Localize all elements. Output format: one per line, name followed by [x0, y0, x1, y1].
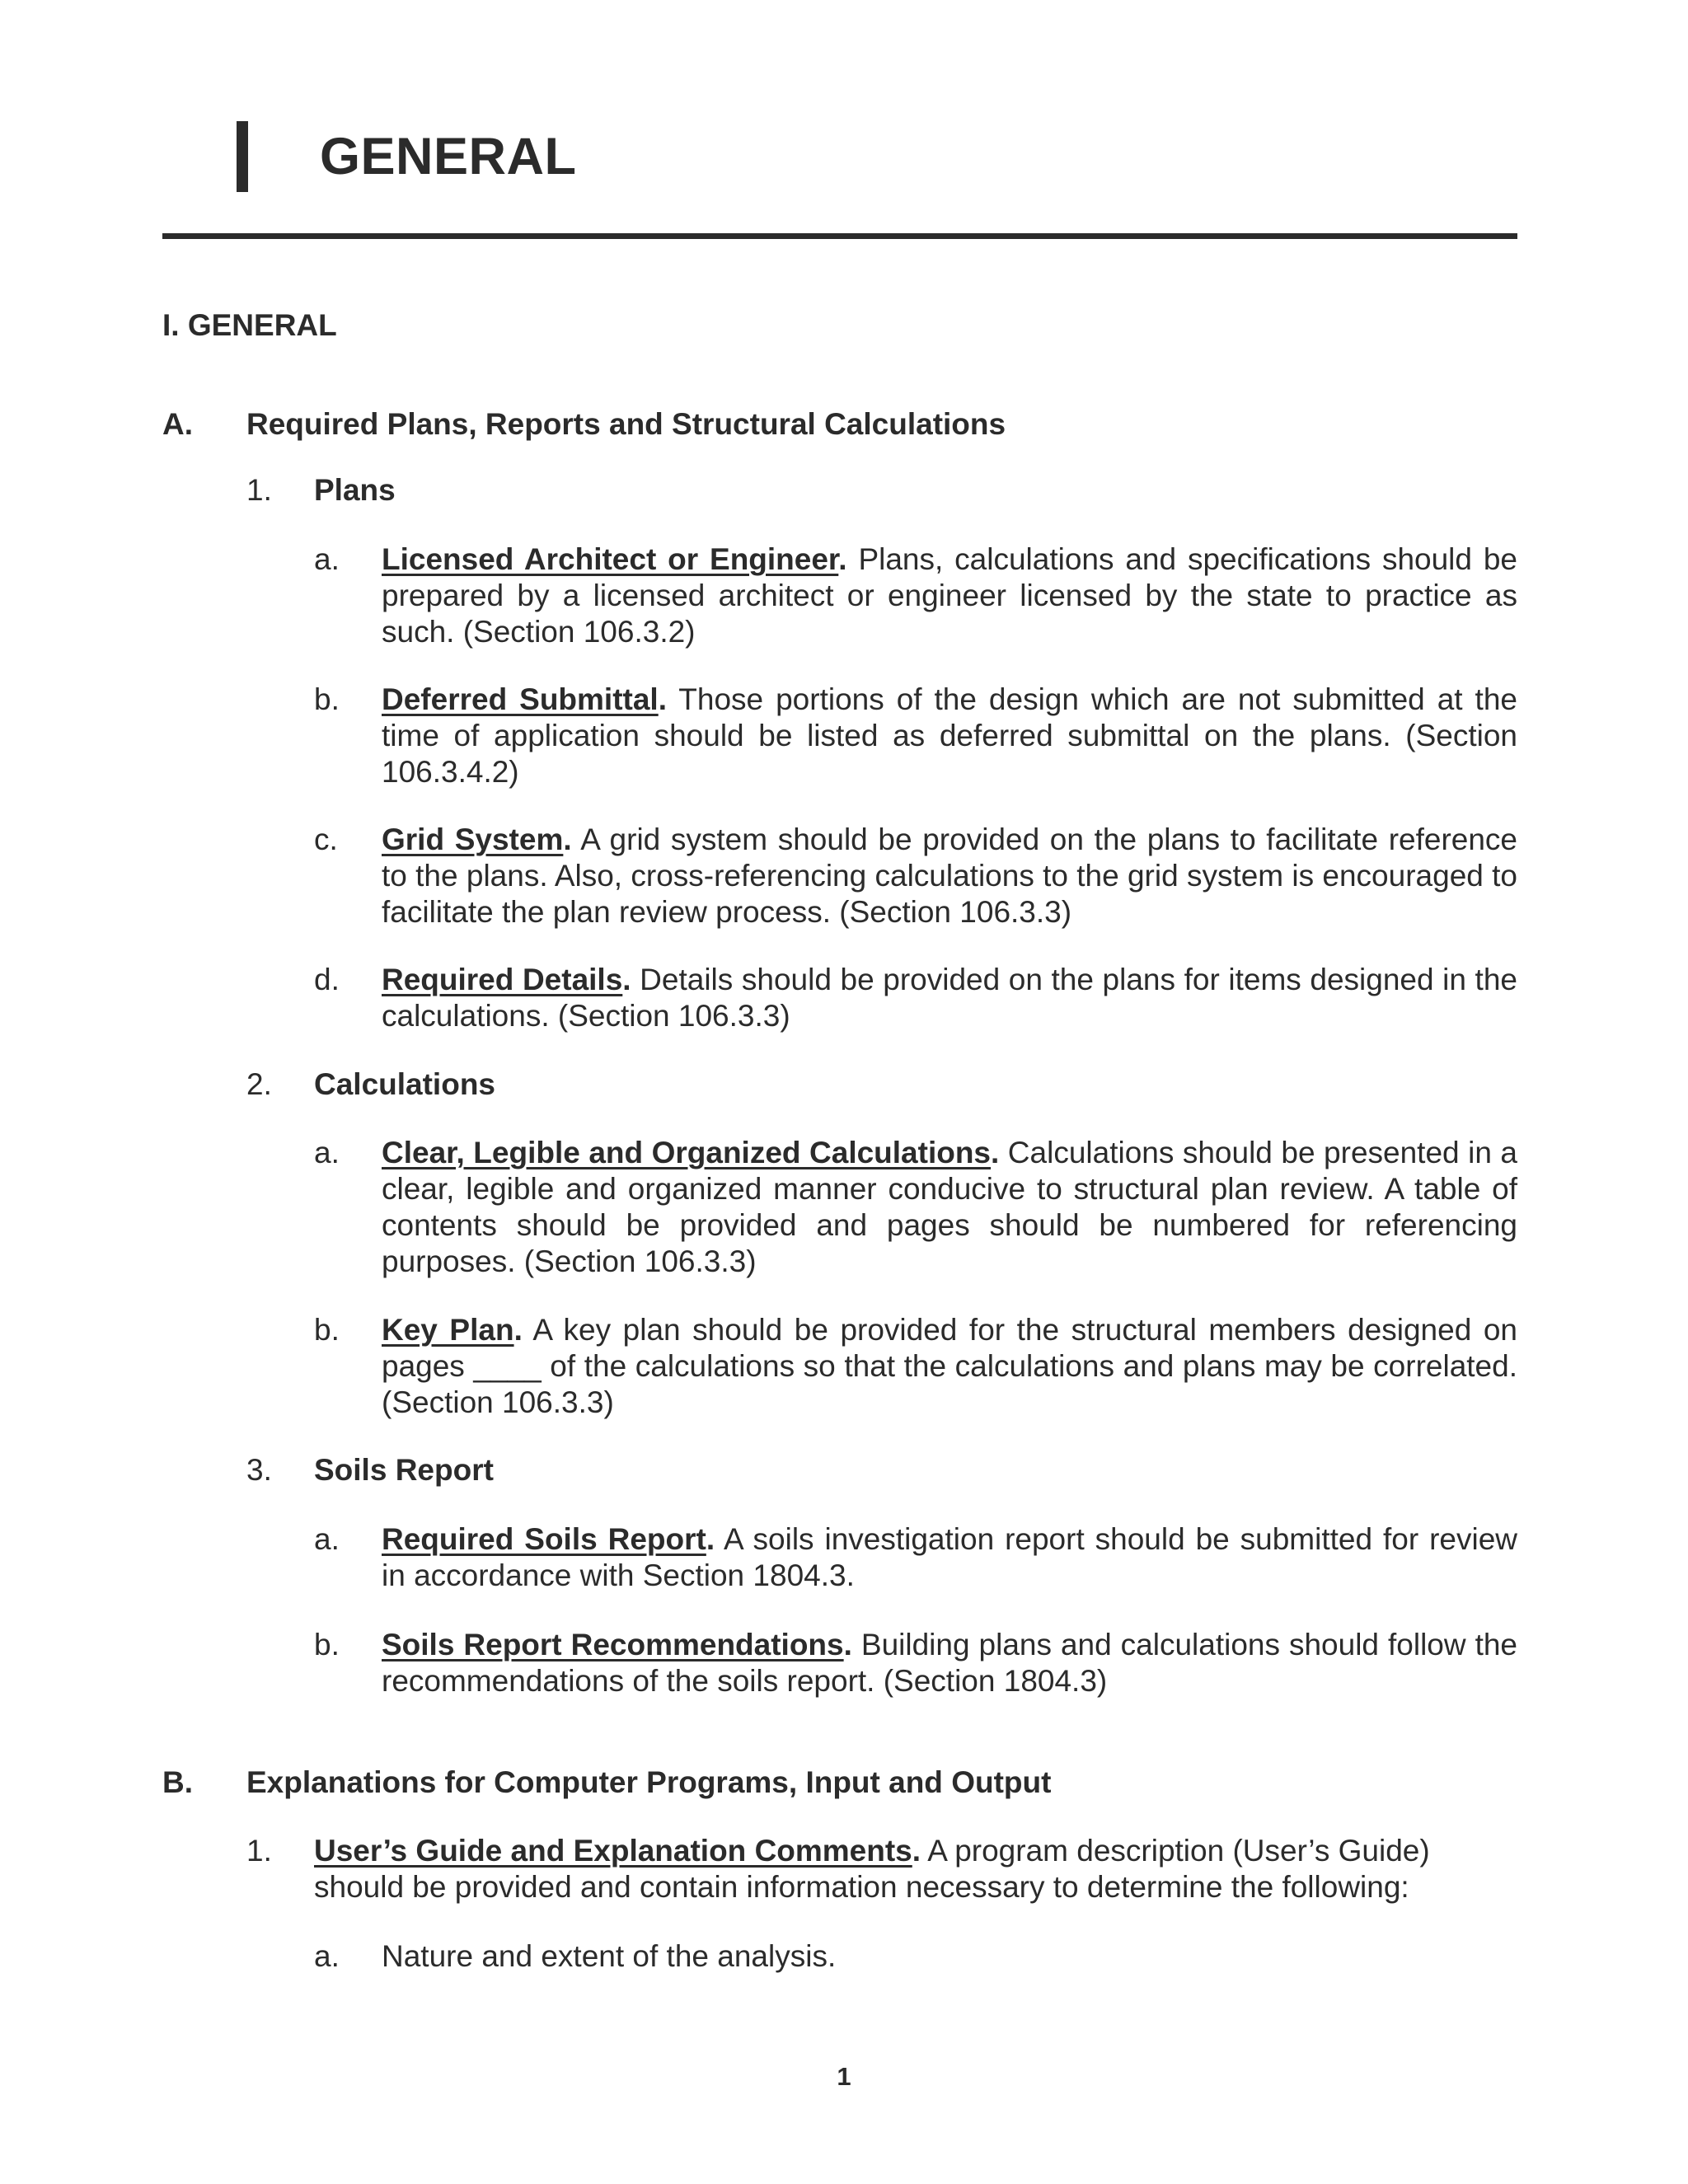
part-b-marker: B.	[162, 1765, 193, 1799]
item-period: .	[838, 542, 847, 576]
group-plans-title: Plans	[314, 473, 396, 507]
item-text: Building plans and calculations should follow the recommendations of the soils report. (Section 1804.3)	[382, 1628, 1518, 1698]
item-body	[382, 1627, 1517, 1699]
item-period: .	[658, 682, 667, 716]
group-plans-marker: 1.	[246, 473, 272, 507]
header-accent-bar	[237, 121, 248, 192]
item-text: Details should be provided on the plans for items designed in the calculations. (Section 106.3.3)	[382, 963, 1517, 1033]
item-body	[382, 1312, 1517, 1421]
item-term: Required Details	[382, 963, 623, 996]
item-period: .	[513, 1313, 523, 1347]
item-term: Clear, Legible and Organized Calculations	[382, 1136, 992, 1169]
item-term: Licensed Architect or Engineer	[382, 542, 839, 576]
item-marker: d.	[314, 963, 340, 996]
part-a-title: Required Plans, Reports and Structural Calculations	[246, 407, 1006, 441]
group-calculations-marker: 2.	[246, 1067, 272, 1101]
item-period: .	[912, 1834, 921, 1868]
item-term: Grid System	[382, 823, 564, 856]
group-soils-marker: 3.	[246, 1453, 272, 1487]
page-title: GENERAL	[320, 128, 577, 185]
item-body	[382, 682, 1517, 790]
item-marker: a.	[314, 1136, 340, 1169]
item-period: .	[563, 823, 572, 856]
item-period: .	[622, 963, 631, 996]
item-marker: 1.	[246, 1834, 272, 1868]
group-calculations-title: Calculations	[314, 1067, 495, 1101]
item-text: Nature and extent of the analysis.	[382, 1939, 837, 1973]
item-body	[314, 1833, 1517, 1905]
item-body	[382, 541, 1517, 650]
group-soils-title: Soils Report	[314, 1453, 494, 1487]
item-period: .	[843, 1628, 852, 1661]
item-marker: a.	[314, 1939, 340, 1973]
item-text: Plans, calculations and specifications should be prepared by a licensed architect or engineer licensed by the state to practice as such. (Section 106.3.2)	[382, 542, 1517, 649]
item-text: Those portions of the design which are not submitted at the time of application should be listed as deferred submittal on the plans. (Section 106.3.4.2)	[382, 682, 1517, 789]
item-term: Soils Report Recommendations	[382, 1628, 844, 1661]
item-term: User’s Guide and Explanation Comments	[314, 1834, 912, 1868]
item-body	[382, 1521, 1517, 1594]
item-text: A grid system should be provided on the plans to facilitate reference to the plans. Also, cross-referencing calculations to the grid system is encouraged to facilitate the plan review process. (Section 106.3.3)	[382, 823, 1518, 929]
item-term: Deferred Submittal	[382, 682, 659, 716]
item-term: Required Soils Report	[382, 1522, 706, 1556]
item-marker: c.	[314, 823, 338, 856]
item-marker: b.	[314, 1313, 340, 1347]
item-body	[382, 822, 1517, 930]
header-rule	[162, 233, 1517, 239]
item-text: A key plan should be provided for the structural members designed on pages ____ of the calculations so that the calculations and plans may be correlated. (Section 106.3.3)	[382, 1313, 1517, 1419]
item-body	[382, 1135, 1517, 1280]
part-b-title: Explanations for Computer Programs, Input and Output	[246, 1765, 1052, 1799]
item-text: A program description (User’s Guide) should be provided and contain information necessary to determine the following:	[314, 1834, 1430, 1904]
item-marker: a.	[314, 1522, 340, 1556]
item-text: A soils investigation report should be submitted for review in accordance with Section 1804.3.	[382, 1522, 1517, 1592]
part-a-marker: A.	[162, 407, 193, 441]
item-marker: b.	[314, 1628, 340, 1661]
item-marker: b.	[314, 682, 340, 716]
item-period: .	[991, 1136, 1000, 1169]
item-period: .	[706, 1522, 715, 1556]
item-body	[382, 962, 1517, 1034]
item-text: Calculations should be presented in a clear, legible and organized manner conducive to structural plan review. A table of contents should be provided and pages should be numbered for referencing purposes. (Section 106.3.3)	[382, 1136, 1517, 1278]
item-marker: a.	[314, 542, 340, 576]
section-title: I. GENERAL	[162, 308, 337, 342]
page-number: 1	[837, 2062, 851, 2091]
item-term: Key Plan	[382, 1313, 514, 1347]
